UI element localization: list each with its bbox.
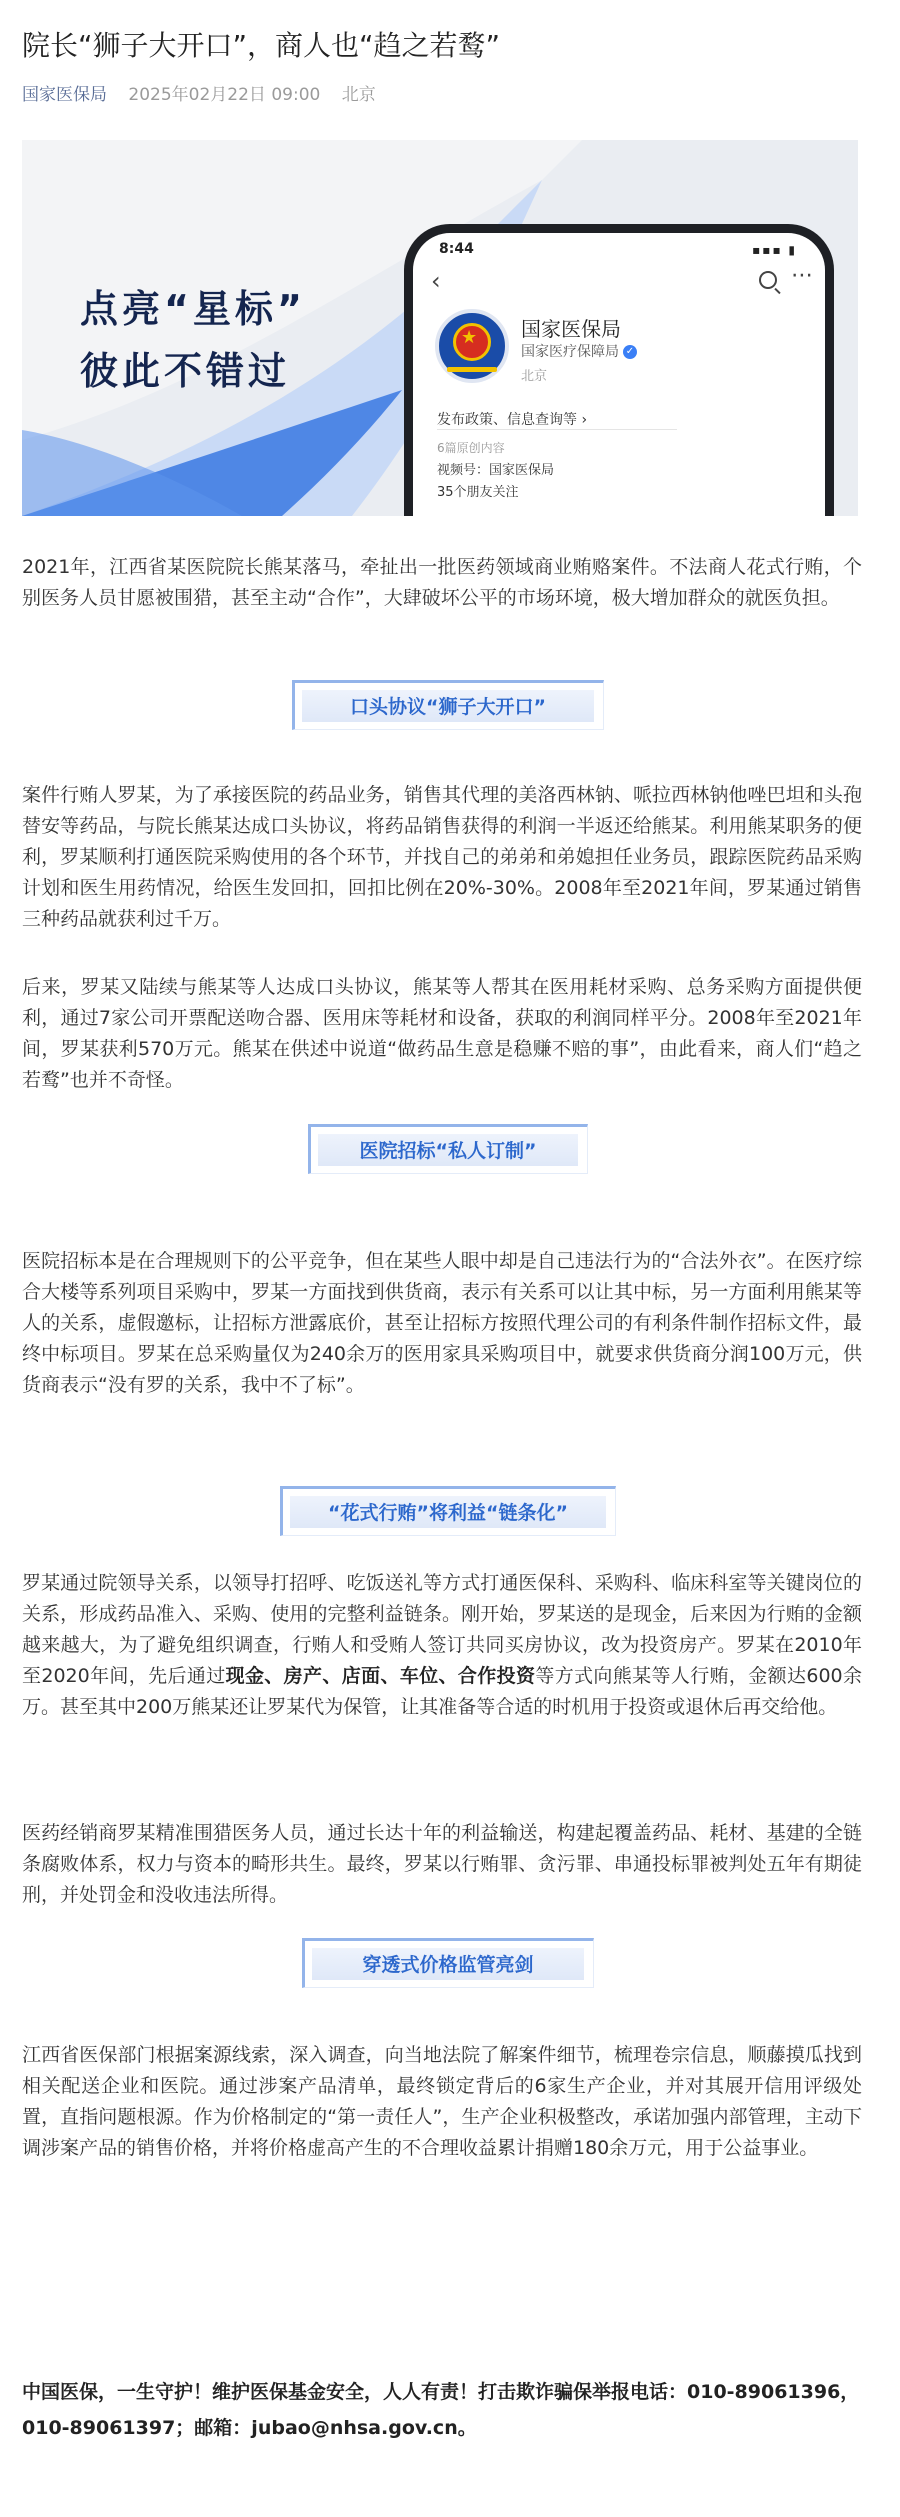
phone-account-description: 发布政策、信息查询等 › (437, 412, 588, 428)
section-heading-verbal-agreement (292, 680, 604, 730)
phone-account-subtitle (521, 341, 637, 361)
paragraph-intro: 2021年，江西省某医院院长熊某落马，牵扯出一批医药领域商业贿赂案件。不法商人花式行贿，个别医务人员甘愿被围猎，甚至主动“合作”，大肆破坏公平的市场环境，极大增加群众的就医负担。 (22, 556, 862, 609)
section-heading-label: 穿透式价格监管亮剑 (362, 1954, 534, 1976)
verified-check-icon: ✓ (623, 345, 637, 359)
phone-original-count: 6篇原创内容 (437, 441, 505, 455)
phone-clock: 8:44 (439, 241, 474, 257)
footer-hotline-notice: 中国医保，一生守护！维护医保基金安全，人人有责！打击欺诈骗保举报电话：010-89061396，010-89061397；邮箱：jubao@nhsa.gov.cn。 (22, 2381, 860, 2439)
search-icon (759, 271, 777, 289)
logo-ribbon (447, 367, 497, 372)
star-icon: ★ (461, 327, 478, 348)
section-heading-label: 口头协议“狮子大开口” (350, 696, 546, 718)
phone-status-icons: ▪▪▪ ▮ (752, 243, 797, 257)
phone-friends-following: 35个朋友关注 (437, 485, 519, 500)
section-heading-private-tender (308, 1124, 588, 1174)
paragraph-bribery-methods-b: 等方式向熊某等人行贿，金额达600余万。甚至其中200万熊某还让罗某代为保管，让其准备等合适的时机用于投资或退休后再交给他。 (22, 1665, 862, 1718)
more-icon: ⋯ (791, 263, 813, 288)
phone-account-name: 国家医保局 (521, 317, 621, 341)
paragraph-bribery-methods-a: 罗某通过院领导关系，以领导打招呼、吃饭送礼等方式打通医保科、采购科、临床科室等关键岗位的关系，形成药品准入、采购、使用的完整利益链条。刚开始，罗某送的是现金，后来因为行贿的金额越来越大，为了避免组织调查，行贿人和受贿人签订共同买房协议，改为投资房产。罗某在2010年至2020年间，先后通过 (22, 1572, 862, 1687)
paragraph-price-regulation: 江西省医保部门根据案源线索，深入调查，向当地法院了解案件细节，梳理卷宗信息，顺藤摸瓜找到相关配送企业和医院。通过涉案产品清单，最终锁定背后的6家生产企业，并对其展开信用评级处置，直指问题根源。作为价格制定的“第一责任人”，生产企业积极整改，承诺加强内部管理，主动下调涉案产品的销售价格，并将价格虚高产生的不合理收益累计捐赠180余万元，用于公益事业。 (22, 2044, 862, 2159)
banner-slogan-line1: 点亮“星标” (80, 287, 306, 331)
star-reminder-banner (22, 140, 858, 516)
section-heading-label: “花式行贿”将利益“链条化” (328, 1502, 568, 1524)
paragraph-hospital-tender: 医院招标本是在合理规则下的公平竞争，但在某些人眼中却是自己违法行为的“合法外衣”。在医疗综合大楼等系列项目采购中，罗某一方面找到供货商，表示有关系可以让其中标，另一方面利用熊某等人的关系，虚假邀标，让招标方泄露底价，甚至让招标方按照代理公司的有利条件制作招标文件，最终中标项目。罗某在总采购量仅为240余万的医用家具采购项目中，就要求供货商分润100万元，供货商表示“没有罗的关系，我中不了标”。 (22, 1250, 862, 1396)
phone-video-channel: 视频号：国家医保局 (437, 463, 555, 478)
paragraph-bribery-methods (22, 1568, 862, 1723)
phone-divider (437, 429, 677, 430)
section-heading-bribery-chain (280, 1486, 616, 1536)
source-account-link[interactable]: 国家医保局 (22, 85, 107, 105)
paragraph-case-briefer: 案件行贿人罗某，为了承接医院的药品业务，销售其代理的美洛西林钠、哌拉西林钠他唑巴坦和头孢替安等药品，与院长熊某达成口头协议，将药品销售获得的利润一半返还给熊某。利用熊某职务的便利，罗某顺利打通医院采购使用的各个环节，并找自己的弟弟和弟媳担任业务员，跟踪医院药品采购计划和医生用药情况，给医生发回扣，回扣比例在20%-30%。2008年至2021年间，罗某通过销售三种药品就获利过千万。 (22, 784, 862, 930)
paragraph-later-agreements: 后来，罗某又陆续与熊某等人达成口头协议，熊某等人帮其在医用耗材采购、总务采购方面提供便利，通过7家公司开票配送吻合器、医用床等耗材和设备，获取的利润同样平分。2008年至2021年间，罗某获利570万元。熊某在供述中说道“做药品生意是稳赚不赔的事”，由此看来，商人们“趋之若鹜”也并不奇怪。 (22, 976, 862, 1091)
phone-mockup (404, 224, 834, 516)
banner-slogan-line2: 彼此不错过 (80, 349, 291, 393)
paragraph-bribery-methods-bold: 现金、房产、店面、车位、合作投资 (225, 1665, 536, 1687)
article-title: 院长“狮子大开口”，商人也“趋之若鹜” (22, 29, 501, 62)
section-heading-price-supervision (302, 1938, 594, 1988)
publish-date: 2025年02月22日 09:00 (128, 85, 321, 105)
publish-location: 北京 (341, 85, 376, 105)
phone-account-subtitle-text: 国家医疗保障局 (521, 344, 619, 360)
back-arrow-icon: ‹ (431, 267, 441, 295)
paragraph-sentence: 医药经销商罗某精准围猎医务人员，通过长达十年的利益输送，构建起覆盖药品、耗材、基建的全链条腐败体系，权力与资本的畸形共生。最终，罗某以行贿罪、贪污罪、串通投标罪被判处五年有期徒刑，并处罚金和没收违法所得。 (22, 1822, 862, 1906)
article-meta (22, 80, 376, 105)
nhsa-logo-icon (435, 309, 509, 383)
section-heading-label: 医院招标“私人订制” (359, 1140, 537, 1162)
phone-account-location: 北京 (521, 369, 548, 384)
